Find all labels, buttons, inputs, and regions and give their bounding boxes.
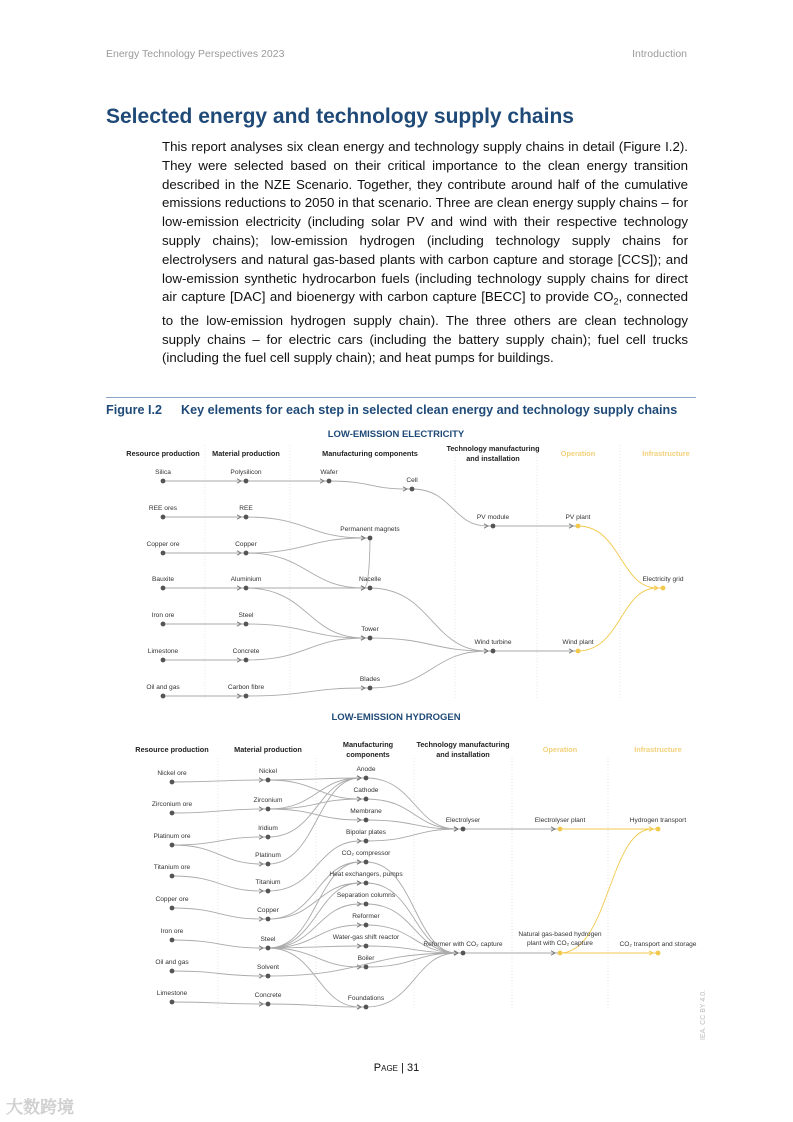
node-label: Wafer [320, 469, 338, 476]
node-titan_ore [170, 874, 175, 879]
node-zirconium [266, 807, 271, 812]
node-blades [368, 686, 373, 691]
flow-edge [172, 780, 268, 782]
node-label: Copper ore [146, 541, 180, 548]
node-tower [368, 636, 373, 641]
flow-edge [268, 904, 366, 948]
node-carbon_fibre [244, 694, 249, 699]
node-copper [266, 917, 271, 922]
flow-edge [329, 481, 412, 489]
node-label: Platinum ore [153, 833, 191, 840]
page-number: 31 [406, 1062, 420, 1074]
license-credit: IEA. CC BY 4.0. [700, 989, 707, 1040]
node-membrane [364, 818, 369, 823]
node-cathode [364, 797, 369, 802]
page-separator: | [401, 1062, 404, 1074]
node-bauxite [161, 586, 166, 591]
flow-edge [172, 876, 268, 891]
node-label: Concrete [254, 992, 282, 999]
node-nickel [266, 778, 271, 783]
node-magnets [368, 536, 373, 541]
flow-edge [246, 624, 370, 638]
node-wafer [327, 479, 332, 484]
column-header: Resource production [126, 449, 200, 458]
node-pv_plant [576, 524, 581, 529]
node-co2comp [364, 860, 369, 865]
node-label: Carbon fibre [227, 684, 265, 691]
node-label: Oil and gas [155, 959, 189, 966]
node-plat_ore [170, 843, 175, 848]
diagram-title: LOW-EMISSION ELECTRICITY [327, 429, 465, 440]
flow-edge [370, 651, 493, 688]
column-header: Material production [234, 745, 302, 754]
flow-edge [268, 780, 366, 799]
elec-diagram [126, 429, 689, 700]
node-label: Heat exchangers, pumps [329, 871, 403, 878]
node-co2_transport [656, 951, 661, 956]
node-label: Wind plant [562, 639, 594, 646]
node-steel [266, 946, 271, 951]
watermark-logo: 大数跨境 [6, 1098, 74, 1117]
node-label: Boiler [357, 955, 375, 962]
node-oil_gas [161, 694, 166, 699]
flow-edge [172, 908, 268, 919]
node-label: Water-gas shift reactor [332, 934, 400, 941]
node-label: Copper [257, 907, 279, 914]
column-header: Material production [212, 449, 280, 458]
node-grid [661, 586, 666, 591]
column-header: Infrastructure [642, 449, 690, 458]
column-header: components [346, 750, 390, 759]
flow-edge [246, 638, 370, 660]
node-nacelle [368, 586, 373, 591]
node-label: Copper ore [155, 896, 189, 903]
node-electrolyser [461, 827, 466, 832]
section-title: Selected energy and technology supply chains [106, 105, 574, 128]
node-label: Natural gas-based hydrogen [518, 931, 602, 938]
node-label: PV module [476, 514, 510, 521]
column-header: Operation [560, 449, 596, 458]
column-header: Manufacturing [342, 740, 394, 749]
node-wind_turbine [491, 649, 496, 654]
node-elec_plant [558, 827, 563, 832]
node-copper_ore [170, 906, 175, 911]
node-label: Cell [406, 477, 418, 484]
node-bipolar [364, 839, 369, 844]
column-header: Technology manufacturing [446, 444, 540, 453]
node-copper [244, 551, 249, 556]
node-label: CO₂ compressor [341, 850, 391, 857]
node-label: Polysilicon [230, 469, 262, 476]
node-label: Membrane [350, 808, 382, 815]
node-steel [244, 622, 249, 627]
node-limestone [170, 1000, 175, 1005]
node-cell [410, 487, 415, 492]
node-foundations [364, 1005, 369, 1010]
node-h2_transport [656, 827, 661, 832]
node-label: Iron ore [151, 612, 175, 619]
node-label: Nickel ore [157, 770, 187, 777]
flow-edge [246, 688, 370, 696]
node-label: Electricity grid [642, 576, 684, 583]
node-iron_ore [161, 622, 166, 627]
node-pv_module [491, 524, 496, 529]
node-titanium [266, 889, 271, 894]
node-label: Nickel [259, 768, 277, 775]
flow-edge [172, 940, 268, 948]
node-boiler [364, 965, 369, 970]
column-header: Technology manufacturing [416, 740, 510, 749]
node-label: Cathode [353, 787, 379, 794]
node-label: CO₂ transport and storage [619, 941, 697, 948]
node-solvent [266, 974, 271, 979]
flow-edge [172, 845, 268, 864]
node-platinum [266, 862, 271, 867]
node-ng_plant_1 [558, 951, 563, 956]
node-label: Electrolyser [445, 817, 481, 824]
column-header: Infrastructure [634, 745, 682, 754]
node-label: Bauxite [152, 576, 174, 583]
figure-number: Figure I.2 [106, 403, 162, 417]
page-footer [0, 1062, 793, 1074]
flow-edge [268, 948, 366, 967]
node-copper_ore [161, 551, 166, 556]
body-text-2: , connected to the low-emission hydrogen supply chain). The three others are clean technology supply chains – for electric cars (including the battery supply chain); fuel cell trucks (including the fuel cell supply chain); and heat pumps for buildings. [162, 289, 688, 366]
node-label: Blades [359, 676, 381, 683]
node-label: Silica [155, 469, 171, 476]
node-oil_gas [170, 969, 175, 974]
node-polysilicon [244, 479, 249, 484]
body-text-1: This report analyses six clean energy and technology supply chains in detail (Figure I.2). They were selected based on their critical importance to the clean energy transition described in the NZE Scenario. Together, they contribute around half of the cumulative emissions reductions to 2050 in that scenario. Three are clean energy supply chains – for low-emission electricity (including solar PV and wind with their respective technology supply chains); low-emission hydrogen (including technology supply chains for electrolysers and natural gas-based plants with carbon capture and storage [CCS]); and low-emission synthetic hydrocarbon fuels (including technology supply chains for direct air capture [DAC] and bioenergy with carbon capture [BECC] to provide CO [162, 139, 688, 305]
node-label: Bipolar plates [346, 829, 386, 836]
node-anode [364, 776, 369, 781]
column-header: Operation [542, 745, 578, 754]
node-label: PV plant [565, 514, 591, 521]
flow-edge [172, 809, 268, 813]
running-header-section: Introduction [632, 48, 687, 60]
node-sepcol [364, 902, 369, 907]
node-label: Zirconium [253, 797, 283, 804]
flow-edge [246, 553, 370, 588]
node-label: Permanent magnets [340, 526, 400, 533]
node-nickel_ore [170, 780, 175, 785]
node-label: Limestone [156, 990, 188, 997]
diagram-title: LOW-EMISSION HYDROGEN [331, 712, 461, 723]
node-label: Zirconium ore [151, 801, 193, 808]
node-label: Solvent [257, 964, 279, 971]
node-label: Wind turbine [474, 639, 512, 646]
node-label: Steel [238, 612, 254, 619]
node-wind_plant [576, 649, 581, 654]
node-label: Electrolyser plant [534, 817, 586, 824]
node-label: Separation columns [336, 892, 396, 899]
node-label: Tower [361, 626, 379, 633]
page-label: Page [373, 1062, 398, 1074]
flow-edge [268, 1004, 366, 1007]
flow-edge [172, 971, 268, 976]
node-iron_ore [170, 938, 175, 943]
node-ree_ores [161, 515, 166, 520]
node-label: Copper [235, 541, 257, 548]
node-label: Aluminium [230, 576, 262, 583]
node-silica [161, 479, 166, 484]
node-iridium [266, 835, 271, 840]
node-aluminium [244, 586, 249, 591]
node-label: Oil and gas [146, 684, 180, 691]
column-header: and installation [466, 454, 520, 463]
node-concrete [266, 1002, 271, 1007]
node-label: Hydrogen transport [629, 817, 687, 824]
node-label: Titanium [255, 879, 281, 886]
flow-edge [268, 778, 366, 809]
node-label: REE ores [148, 505, 178, 512]
node-heatex [364, 881, 369, 886]
node-label: Platinum [255, 852, 281, 859]
node-label: Reformer with CO₂ capture [423, 941, 503, 948]
node-label: plant with CO₂ capture [527, 940, 593, 947]
node-ree [244, 515, 249, 520]
node-label: REE [239, 505, 253, 512]
flow-edge [172, 1002, 268, 1004]
node-label: Reformer [352, 913, 380, 920]
node-concrete [244, 658, 249, 663]
node-label: Iron ore [160, 928, 184, 935]
node-label: Foundations [347, 995, 385, 1002]
node-label: Nacelle [359, 576, 381, 583]
node-ref_ccs [461, 951, 466, 956]
flow-edge [246, 538, 370, 553]
column-header: Resource production [135, 745, 209, 754]
h2-diagram [135, 712, 697, 1009]
column-header: and installation [436, 750, 490, 759]
node-label: Iridium [258, 825, 278, 832]
node-zirc_ore [170, 811, 175, 816]
column-header: Manufacturing components [322, 449, 418, 458]
node-label: Anode [356, 766, 376, 773]
node-reformer [364, 923, 369, 928]
flow-edge [246, 588, 370, 638]
node-limestone [161, 658, 166, 663]
subscript: 2 [613, 297, 619, 308]
node-label: Limestone [147, 648, 179, 655]
node-label: Concrete [232, 648, 260, 655]
node-label: Titanium ore [153, 864, 191, 871]
node-label: Steel [260, 936, 276, 943]
node-wgs [364, 944, 369, 949]
figure-title: Key elements for each step in selected clean energy and technology supply chains [181, 403, 678, 417]
running-header-title: Energy Technology Perspectives 2023 [106, 48, 285, 60]
